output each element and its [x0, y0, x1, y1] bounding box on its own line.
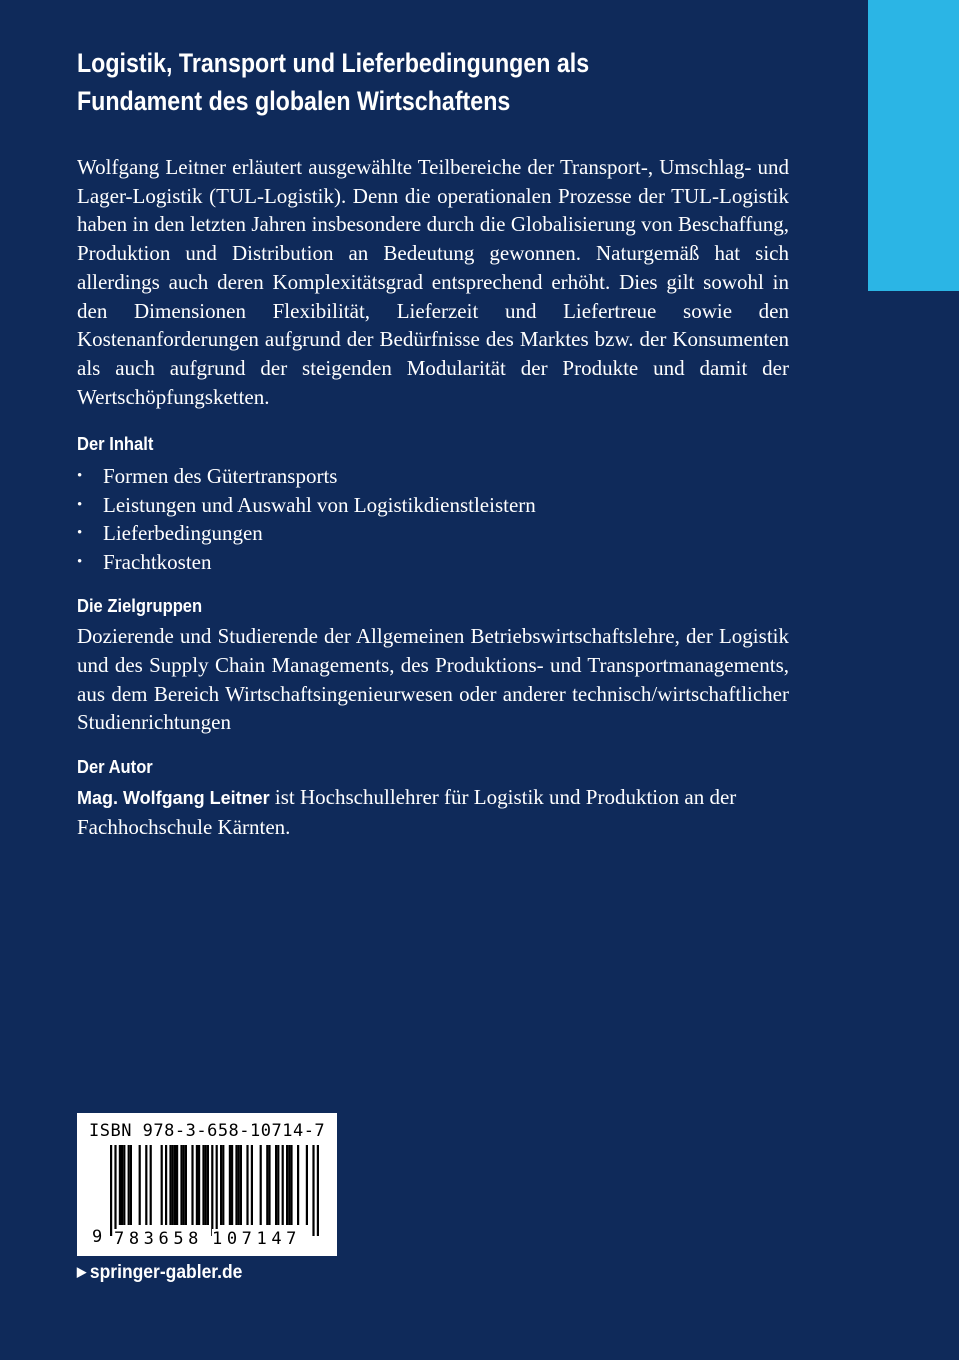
barcode-bar — [238, 1145, 240, 1225]
barcode-bar — [130, 1145, 132, 1225]
barcode-bar — [196, 1145, 198, 1225]
barcode-bar — [191, 1145, 193, 1225]
barcode-bar — [119, 1145, 121, 1225]
barcode-bar — [260, 1145, 262, 1225]
barcode-bar — [317, 1145, 319, 1236]
title-line-2: Fundament des globalen Wirtschaftens — [77, 86, 511, 116]
autor-text — [77, 783, 789, 841]
barcode-bar — [150, 1145, 152, 1225]
barcode-bar — [240, 1145, 242, 1225]
barcode-bar — [266, 1145, 268, 1225]
barcode-bar — [110, 1145, 112, 1236]
barcode-bar — [139, 1145, 141, 1225]
barcode-bar — [123, 1145, 125, 1225]
bullet-icon: • — [77, 525, 83, 542]
intro-paragraph: Wolfgang Leitner erläutert ausgewählte Teilbereiche der Transport-, Umschlag- und Lager-Logistik (TUL-Logistik). Denn die operationalen Prozesse der TUL-Logistik haben in den letzten Jahren insbesondere durch die Globalisierung von Beschaffung, Produktion und Distribution an Bedeutung gewonnen. Naturgemäß hat sich allerdings auch deren Komplexitätsgrad entsprechend erhöht. Dies gilt sowohl in den Dimensionen Flexibilität, Lieferzeit und Liefertreue sowie den Kostenanforderungen aufgrund der Bedürfnisse des Marktes bzw. der Konsumenten als auch aufgrund der steigenden Modularität der Produkte und damit der Wertschöpfungsketten. — [77, 155, 789, 409]
barcode-bar — [202, 1145, 204, 1225]
barcode-bar — [246, 1145, 248, 1225]
barcode-bar — [205, 1145, 207, 1225]
barcode-bar — [268, 1145, 270, 1225]
autor-heading: Der Autor — [77, 757, 153, 778]
barcode-bar — [165, 1145, 167, 1225]
accent-bar — [868, 0, 959, 291]
barcode-bar — [176, 1145, 178, 1225]
barcode-bar — [231, 1145, 233, 1225]
barcode-bar — [235, 1145, 237, 1225]
barcode-bar — [145, 1145, 147, 1225]
publisher-link[interactable]: ▶ springer-gabler.de — [77, 1262, 243, 1283]
barcode-bar — [180, 1145, 182, 1225]
list-item: • Formen des Gütertransports — [77, 462, 789, 491]
bullet-icon: • — [77, 468, 83, 485]
zielgruppen-text: Dozierende und Studierende der Allgemeinen Betriebswirtschaftslehre, der Logistik und des Supply Chain Managements, des Produktions- und Transportmanagements, aus dem Bereich Wirtschaftsingenieurwesen oder anderer technisch/wirtschaftlicher Studienrichtungen — [77, 624, 789, 735]
barcode-bar — [121, 1145, 123, 1225]
barcode-bar — [128, 1145, 130, 1225]
title-line-1: Logistik, Transport und Lieferbedingungen als — [77, 48, 590, 78]
barcode-bar — [161, 1145, 163, 1225]
list-item: • Lieferbedingungen — [77, 519, 789, 548]
barcode-bar — [169, 1145, 171, 1225]
barcode-bar — [312, 1145, 314, 1236]
book-title — [77, 44, 782, 120]
ean-first-digit: 9 — [92, 1227, 103, 1247]
barcode-bar — [222, 1145, 224, 1225]
list-item: • Frachtkosten — [77, 548, 789, 577]
isbn-barcode — [77, 1113, 337, 1256]
barcode-bar — [306, 1145, 308, 1225]
bullet-icon: • — [77, 496, 83, 513]
isbn-label: ISBN 978-3-658-10714-7 — [89, 1121, 326, 1141]
ean-left-digits: 783658 — [114, 1229, 204, 1249]
inhalt-heading: Der Inhalt — [77, 434, 154, 455]
barcode-bar — [183, 1145, 185, 1225]
play-arrow-icon: ▶ — [77, 1264, 87, 1279]
barcode-bar — [251, 1145, 253, 1225]
ean-right-digits: 107147 — [212, 1229, 302, 1249]
barcode-bar — [114, 1145, 116, 1236]
barcode-bar — [282, 1145, 284, 1225]
barcode-bar — [286, 1145, 288, 1225]
barcode-bar — [288, 1145, 290, 1225]
inhalt-list — [77, 462, 789, 576]
barcode-bar — [275, 1145, 277, 1225]
barcode-bar — [198, 1145, 200, 1225]
barcode-bar — [229, 1145, 231, 1225]
bullet-icon: • — [77, 553, 83, 570]
autor-description: ist Hochschullehrer für Logistik und Produktion an der Fachhochschule Kärnten. — [77, 785, 737, 839]
barcode-bar — [216, 1145, 218, 1236]
barcode-bar — [297, 1145, 299, 1225]
back-cover-text — [77, 44, 789, 842]
barcode-bar — [290, 1145, 292, 1225]
barcode-bar — [220, 1145, 222, 1225]
zielgruppen-heading: Die Zielgruppen — [77, 596, 203, 617]
barcode-bar — [172, 1145, 174, 1225]
barcode-bar — [207, 1145, 209, 1225]
barcode-bar — [174, 1145, 176, 1225]
autor-name: Mag. Wolfgang Leitner — [77, 788, 270, 809]
barcode-bar — [211, 1145, 213, 1236]
barcode-bar — [277, 1145, 279, 1225]
list-item: • Leistungen und Auswahl von Logistikdienstleistern — [77, 491, 789, 520]
barcode-bar — [185, 1145, 187, 1225]
